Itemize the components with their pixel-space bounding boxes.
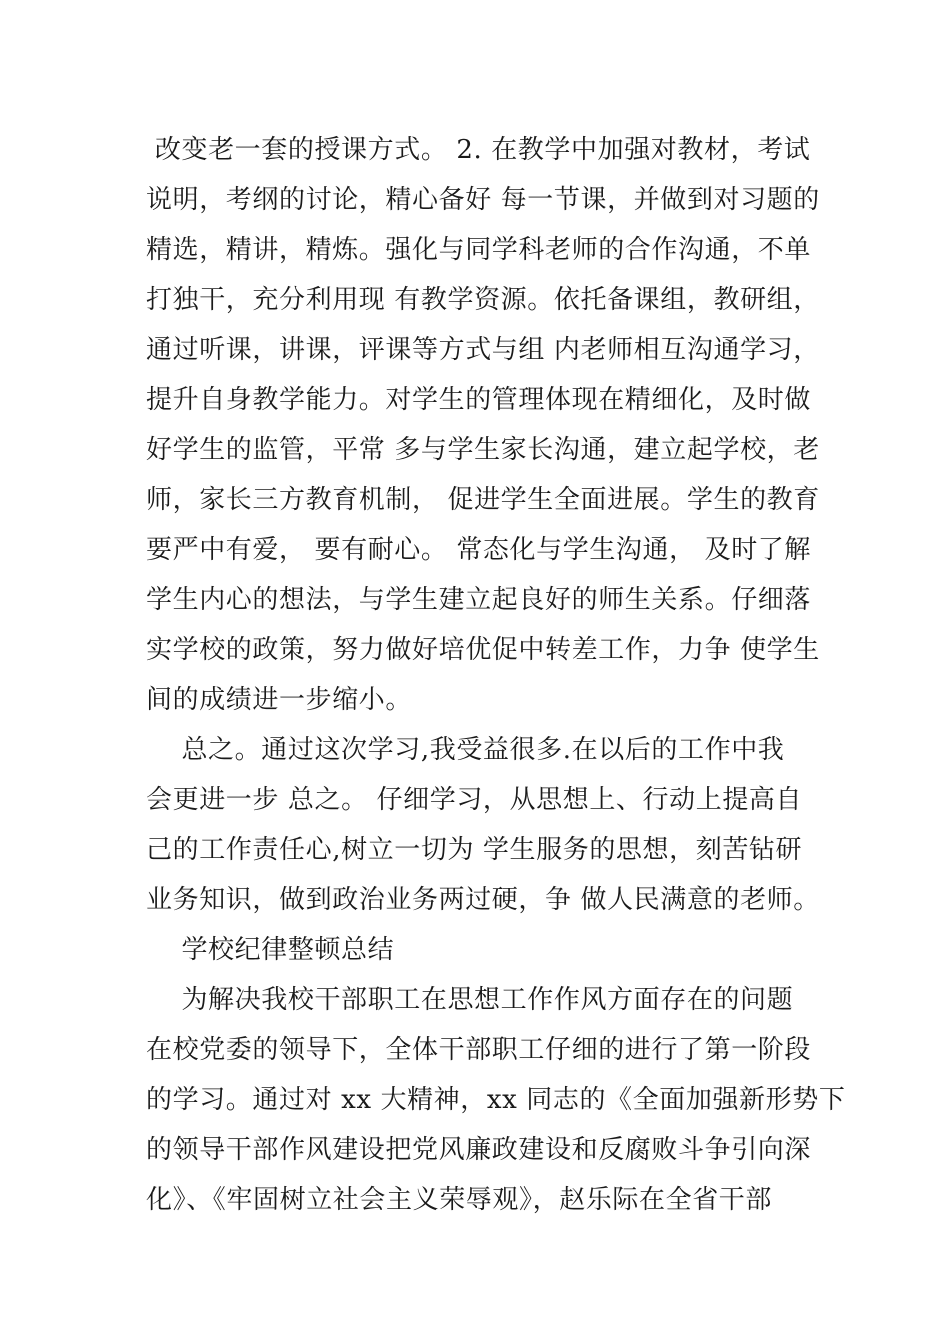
text-line: 好学生的监管，平常 多与学生家长沟通，建立起学校，老 [146, 435, 820, 465]
text-line: 为解决我校干部职工在思想工作作风方面存在的问题 [146, 985, 794, 1015]
text-line: 通过听课，讲课，评课等方式与组 内老师相互沟通学习， [146, 335, 820, 365]
text-line: 己的工作责任心,树立一切为 学生服务的思想，刻苦钻研 [146, 835, 803, 865]
text-line: 师，家长三方教育机制， 促进学生全面进展。学生的教育 [146, 485, 820, 515]
text-line: 实学校的政策，努力做好培优促中转差工作，力争 使学生 [146, 635, 820, 665]
text-line: 要严中有爱， 要有耐心。 常态化与学生沟通， 及时了解 [146, 535, 811, 565]
text-line: 说明，考纲的讨论，精心备好 每一节课，并做到对习题的 [146, 185, 820, 215]
text-line: 改变老一套的授课方式。 2. 在教学中加强对教材，考试 [146, 135, 811, 165]
section-heading: 学校纪律整顿总结 [146, 935, 395, 965]
text-line: 打独干，充分利用现 有教学资源。依托备课组，教研组， [146, 285, 820, 315]
text-line: 学生内心的想法，与学生建立起良好的师生关系。仔细落 [146, 585, 812, 615]
text-line: 业务知识，做到政治业务两过硬，争 做人民满意的老师。 [146, 885, 820, 915]
text-line: 的领导干部作风建设把党风廉政建设和反腐败斗争引向深 [146, 1135, 812, 1165]
text-line: 会更进一步 总之。 仔细学习，从思想上、行动上提高自 [146, 785, 803, 815]
text-line: 精选，精讲，精炼。强化与同学科老师的合作沟通，不单 [146, 235, 812, 265]
text-line: 化》、《牢固树立社会主义荣辱观》，赵乐际在全省干部 [146, 1185, 773, 1215]
text-line: 提升自身教学能力。对学生的管理体现在精细化，及时做 [146, 385, 812, 415]
text-line: 在校党委的领导下，全体干部职工仔细的进行了第一阶段 [146, 1035, 812, 1065]
text-line: 总之。通过这次学习,我受益很多.在以后的工作中我 [146, 735, 785, 765]
text-line: 的学习。通过对 xx 大精神，xx 同志的《全面加强新形势下 [146, 1085, 846, 1115]
text-line: 间的成绩进一步缩小。 [146, 685, 413, 715]
